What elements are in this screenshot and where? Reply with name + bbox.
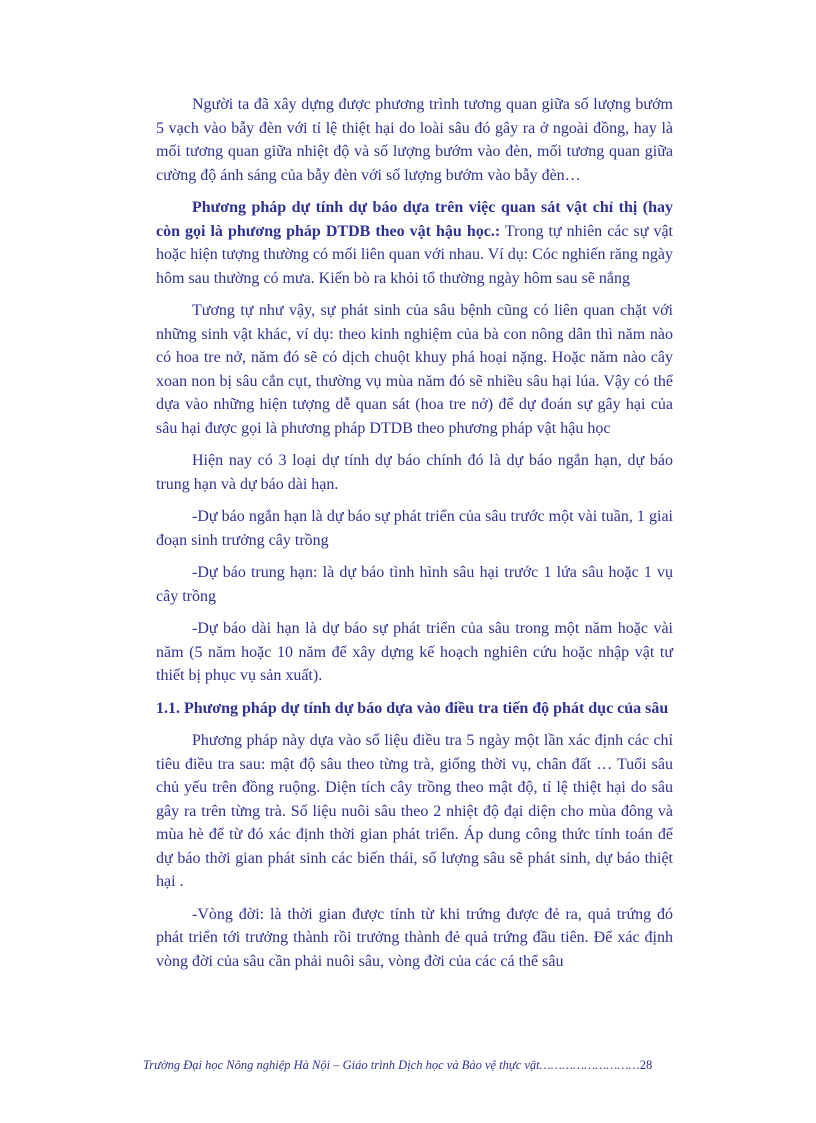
paragraph-bait-trap: Người ta đã xây dựng được phương trình tương quan giữa số lượng bướm 5 vạch vào bẫy đèn với tỉ lệ thiệt hại do loài sâu đó gây ra ở ngoài đồng, hay là mối tương quan giữa nhiệt độ và số lượng bướm vào đèn, mối tương quan giữa cường độ ánh sáng của bẫy đèn với số lượng bướm vào bẫy đèn… <box>156 96 673 184</box>
paragraph-survey-method: Phương pháp này dựa vào số liệu điều tra 5 ngày một lần xác định các chỉ tiêu điều tra sau: mật độ sâu theo từng trà, giống thời vụ, chân đất … Tuổi sâu chủ yếu trên đồng ruộng. Diện tích cây trồng theo mật độ, tỉ lệ thiệt hại do sâu gây ra trên từng trà. Số liệu nuôi sâu theo 2 nhiệt độ đại diện cho mùa đông và mùa hè để từ đó xác định thời gian phát triển. Áp dung công thức tính toán để dự báo thời gian phát sinh các biến thái, số lượng sâu sẽ phát sinh, dự báo thiệt hại . <box>156 732 673 890</box>
phenology-method-title: Phương pháp dự tính dự báo dựa trên việc quan sát vật chỉ thị (hay còn gọi là phương pháp DTDB theo vật hậu học.: <box>156 199 673 240</box>
page-footer <box>143 1058 683 1073</box>
paragraph-phenology-example: Tương tự như vậy, sự phát sinh của sâu bệnh cũng có liên quan chặt với những sinh vật khác, ví dụ: theo kinh nghiệm của bà con nông dân thì năm nào có hoa tre nở, năm đó sẽ có dịch chuột khuy phá hoại nặng. Hoặc năm nào cây xoan non bị sâu cắn cụt, thường vụ mùa năm đó sẽ nhiều sâu hại lúa. Vậy có thể dựa vào những hiện tượng dễ quan sát (hoa tre nở) để dự đoán sự gây hại của sâu hại được gọi là phương pháp DTDB theo phương pháp vật hậu học <box>156 302 673 437</box>
footer-text: Trường Đại học Nông nghiệp Hà Nội – Giáo trình Dịch học và Bảo vệ thực vật……………………… <box>143 1058 640 1072</box>
page-body <box>156 93 673 982</box>
phenology-method-text: Trong tự nhiên các sự vật hoặc hiện tượng thường có mối liên quan với nhau. Ví dụ: Cóc nghiến răng ngày hôm sau thường có mưa. Kiến bò ra khỏi tổ thường ngày hôm sau sẽ nắng <box>156 222 674 287</box>
paragraph-medium-term: -Dự báo trung hạn: là dự báo tình hình sâu hại trước 1 lứa sâu hoặc 1 vụ cây trồng <box>156 564 673 605</box>
paragraph-life-cycle: -Vòng đời: là thời gian được tính từ khi trứng được đẻ ra, quả trứng đó phát triển tới trưởng thành rồi trưởng thành đẻ quả trứng đầu tiên. Để xác định vòng đời của sâu cần phải nuôi sâu, vòng đời của các cá thể sâu <box>156 905 673 970</box>
page-number: 28 <box>639 1058 653 1072</box>
paragraph-long-term: -Dự báo dài hạn là dự báo sự phát triển của sâu trong một năm hoặc vài năm (5 năm hoặc 10 năm để xây dựng kế hoạch nghiên cứu hoặc nhập vật tư thiết bị phục vụ sản xuất). <box>156 620 673 684</box>
paragraph-short-term: -Dự báo ngắn hạn là dự báo sự phát triển của sâu trước một vài tuần, 1 giai đoạn sinh trưởng cây trồng <box>156 508 673 549</box>
paragraph-forecast-types: Hiện nay có 3 loại dự tính dự báo chính đó là dự báo ngắn hạn, dự báo trung hạn và dự báo dài hạn. <box>156 452 673 493</box>
section-heading: 1.1. Phương pháp dự tính dự báo dựa vào điều tra tiến độ phát dục của sâu <box>156 699 669 717</box>
paragraph-phenology-method <box>156 196 673 290</box>
